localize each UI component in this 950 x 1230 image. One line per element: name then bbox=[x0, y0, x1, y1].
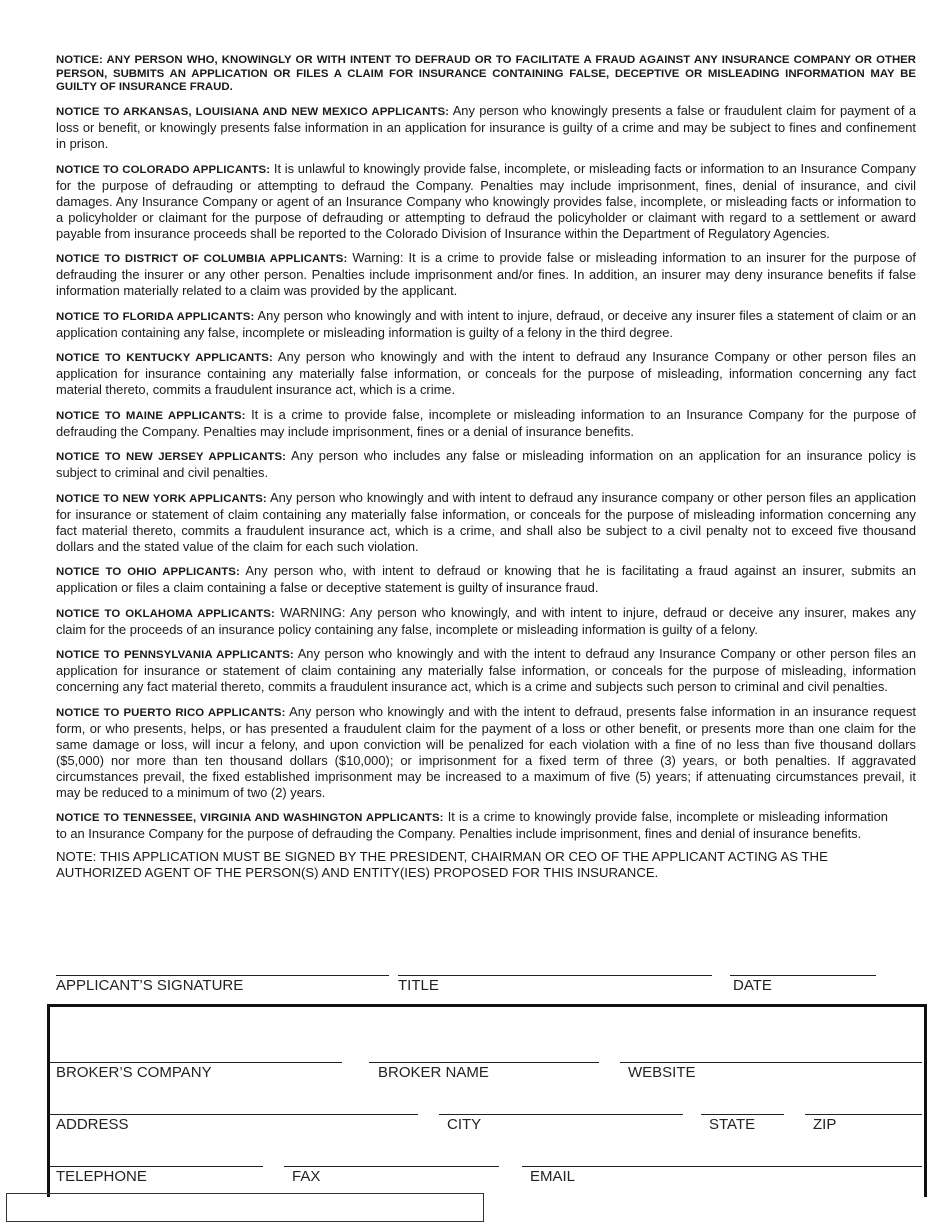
address-line[interactable] bbox=[50, 1114, 418, 1115]
zip-label: ZIP bbox=[813, 1116, 837, 1133]
fraud-notices bbox=[56, 54, 916, 889]
date-line[interactable] bbox=[730, 975, 876, 976]
broker-name-label: BROKER NAME bbox=[378, 1064, 489, 1081]
website-line[interactable] bbox=[620, 1062, 922, 1063]
telephone-line[interactable] bbox=[50, 1166, 263, 1167]
email-line[interactable] bbox=[522, 1166, 922, 1167]
notice-colorado: NOTICE TO COLORADO APPLICANTS: It is unlawful to knowingly provide false, incomplete, or misleading facts or information to an Insurance Company for the purpose of defrauding or attempting to defraud the Company. Penalties may include imprisonment, fines, denial of insurance, and civil damages. Any Insurance Company or agent of an Insurance Company who knowingly provides false, incomplete, or misleading facts or information to a policyholder or claimant for the purpose of defrauding or attempting to defraud the policyholder or claimant with regard to a settlement or award payable from insurance proceeds shall be reported to the Colorado Division of Insurance within the Department of Regulatory Agencies. bbox=[56, 160, 916, 241]
bottom-empty-field-box[interactable] bbox=[6, 1193, 484, 1222]
notice-tennessee-virginia-washington: NOTICE TO TENNESSEE, VIRGINIA AND WASHINGTON APPLICANTS: It is a crime to knowingly provide false, incomplete or misleading information to an Insurance Company for the purpose of defrauding the Company. Penalties include imprisonment, fines and denial of insurance benefits. bbox=[56, 809, 888, 841]
state-label: STATE bbox=[709, 1116, 756, 1133]
city-line[interactable] bbox=[439, 1114, 683, 1115]
date-label: DATE bbox=[733, 977, 772, 994]
telephone-label: TELEPHONE bbox=[56, 1168, 147, 1185]
broker-company-label: BROKER’S COMPANY bbox=[56, 1064, 212, 1081]
notice-oklahoma: NOTICE TO OKLAHOMA APPLICANTS: WARNING: Any person who knowingly, and with intent to injure, defraud or deceive any insurer, makes any claim for the proceeds of an insurance policy containing any false, incomplete or misleading information is guilty of a felony. bbox=[56, 604, 916, 637]
notice-florida: NOTICE TO FLORIDA APPLICANTS: Any person who knowingly and with intent to injure, defraud, or deceive any insurer files a statement of claim or an application containing any false, incomplete or misleading information is guilty of a felony in the third degree. bbox=[56, 307, 916, 340]
email-label: EMAIL bbox=[530, 1168, 576, 1185]
signature-requirement-note: NOTE: THIS APPLICATION MUST BE SIGNED BY THE PRESIDENT, CHAIRMAN OR CEO OF THE APPLICANT ACTING AS THE AUTHORIZED AGENT OF THE PERSON(S) AND ENTITY(IES) PROPOSED FOR THIS INSURANCE. bbox=[56, 848, 828, 880]
notice-district-of-columbia: NOTICE TO DISTRICT OF COLUMBIA APPLICANTS: Warning: It is a crime to provide false or misleading information to an insurer for the purpose of defrauding the insurer or any other person. Penalties include imprisonment and/or fines. In addition, an insurer may deny insurance benefits if false information materially related to a claim was provided by the applicant. bbox=[56, 250, 916, 298]
broker-info-box bbox=[47, 1004, 927, 1197]
general-fraud-notice: NOTICE: ANY PERSON WHO, KNOWINGLY OR WITH INTENT TO DEFRAUD OR TO FACILITATE A FRAUD AGAINST ANY INSURANCE COMPANY OR OTHER PERSON, SUBMITS AN APPLICATION OR FILES A CLAIM FOR INSURANCE CONTAINING FALSE, DECEPTIVE OR MISLEADING INFORMATION MAY BE GUILTY OF INSURANCE FRAUD. bbox=[56, 54, 916, 93]
notice-pennsylvania: NOTICE TO PENNSYLVANIA APPLICANTS: Any person who knowingly and with the intent to defraud any Insurance Company or other person files an application for insurance or statement of claim containing any materially false information, or conceals for the purpose of misleading, information concerning any fact material thereto, commits a fraudulent insurance act, which is a crime and subjects such person to criminal and civil penalties. bbox=[56, 646, 916, 694]
state-line[interactable] bbox=[701, 1114, 784, 1115]
title-label: TITLE bbox=[398, 977, 439, 994]
applicant-signature-line[interactable] bbox=[56, 975, 389, 976]
notice-kentucky: NOTICE TO KENTUCKY APPLICANTS: Any person who knowingly and with the intent to defraud any Insurance Company or other person files an application for insurance containing any materially false information, or conceals for the purpose of misleading, information concerning any fact material thereto, commits a fraudulent insurance act, which is a crime. bbox=[56, 349, 916, 397]
applicant-signature-label: APPLICANT’S SIGNATURE bbox=[56, 977, 244, 994]
notice-puerto-rico: NOTICE TO PUERTO RICO APPLICANTS: Any person who knowingly and with the intent to defraud, presents false information in an insurance request form, or who presents, helps, or has presented a fraudulent claim for the payment of a loss or other benefit, or presents more than one claim for the same damage or loss, will incur a felony, and upon conviction will be penalized for each violation with a fine of no less than five thousand dollars ($5,000) nor more than ten thousand dollars ($10,000); or imprisonment for a fixed term of three (3) years, or both penalties. If aggravated circumstances prevail, the fixed established imprisonment may be increased to a maximum of five (5) years; if attenuating circumstances prevail, it may be reduced to a minimum of two (2) years. bbox=[56, 703, 916, 800]
website-label: WEBSITE bbox=[628, 1064, 696, 1081]
fax-label: FAX bbox=[292, 1168, 321, 1185]
broker-name-line[interactable] bbox=[369, 1062, 599, 1063]
notice-new-jersey: NOTICE TO NEW JERSEY APPLICANTS: Any person who includes any false or misleading information on an application for an insurance policy is subject to criminal and civil penalties. bbox=[56, 448, 916, 480]
notice-ohio: NOTICE TO OHIO APPLICANTS: Any person who, with intent to defraud or knowing that he is facilitating a fraud against an insurer, submits an application or files a claim containing a false or deceptive statement is guilty of insurance fraud. bbox=[56, 563, 917, 595]
notice-arkansas-louisiana-new-mexico: NOTICE TO ARKANSAS, LOUISIANA AND NEW MEXICO APPLICANTS: Any person who knowingly presents a false or fraudulent claim for payment of a loss or benefit, or knowingly presents false information in an application for insurance is guilty of a crime and may be subject to fines and confinement in prison. bbox=[56, 103, 917, 151]
zip-line[interactable] bbox=[805, 1114, 922, 1115]
broker-company-line[interactable] bbox=[50, 1062, 342, 1063]
city-label: CITY bbox=[447, 1116, 482, 1133]
notice-maine: NOTICE TO MAINE APPLICANTS: It is a crime to provide false, incomplete or misleading information to an Insurance Company for the purpose of defrauding the Company. Penalties may include imprisonment, fines or a denial of insurance benefits. bbox=[56, 406, 917, 439]
address-label: ADDRESS bbox=[56, 1116, 129, 1133]
title-line[interactable] bbox=[398, 975, 712, 976]
notice-new-york: NOTICE TO NEW YORK APPLICANTS: Any person who knowingly and with intent to defraud any insurance company or other person files an application for insurance or statement of claim containing any materially false information, or conceals for the purpose of misleading information concerning any fact material thereto, commits a fraudulent insurance act, which is a crime, and shall also be subject to a civil penalty not to exceed five thousand dollars and the stated value of the claim for each such violation. bbox=[56, 489, 916, 554]
fax-line[interactable] bbox=[284, 1166, 499, 1167]
